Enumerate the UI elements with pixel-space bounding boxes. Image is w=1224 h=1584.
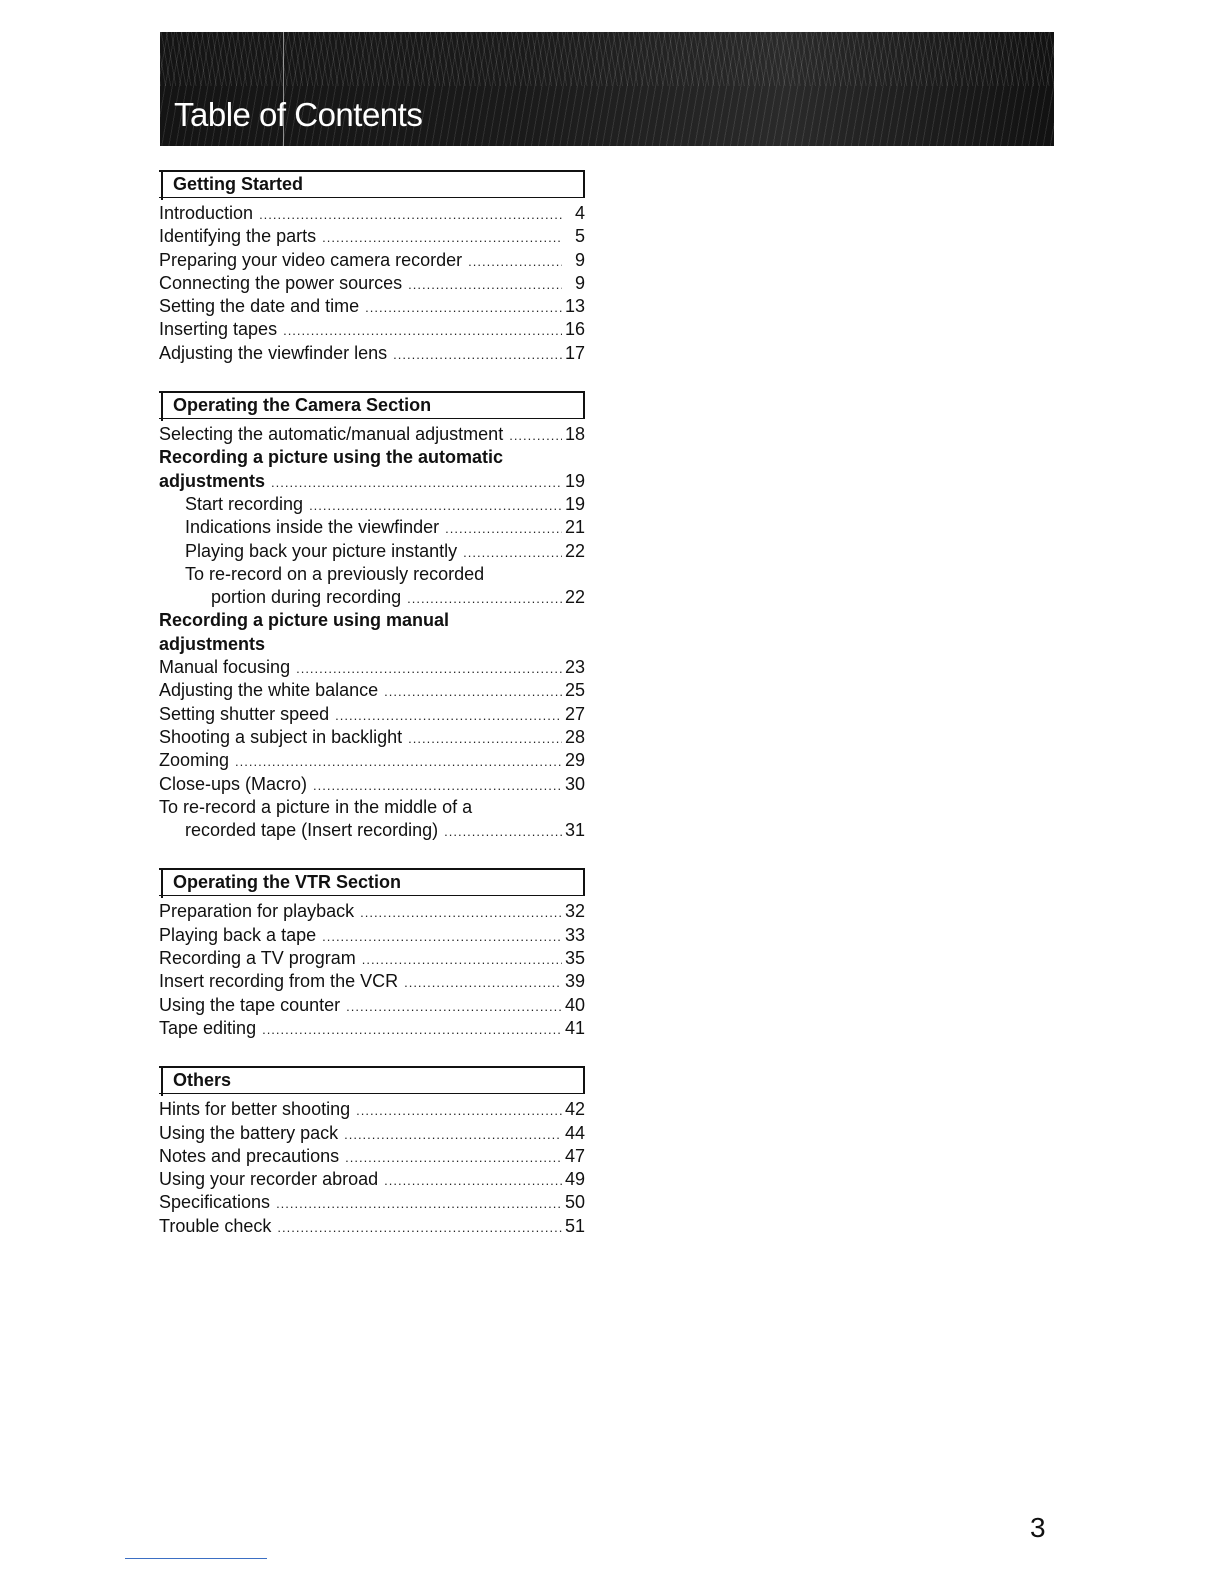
section-title: Operating the Camera Section xyxy=(173,395,432,416)
toc-entry[interactable]: Shooting a subject in backlight ..... 28 xyxy=(159,726,585,749)
toc-entry[interactable]: Trouble check ..... 51 xyxy=(159,1215,585,1238)
section-title: Getting Started xyxy=(173,174,304,194)
toc-entry[interactable]: Indications inside the viewfinder ..... 21 xyxy=(159,516,585,539)
page-number: 3 xyxy=(1030,1512,1046,1543)
toc-entry[interactable]: Adjusting the white balance ..... 25 xyxy=(159,679,585,702)
section-title: Operating the VTR Section xyxy=(173,872,402,893)
toc-entry[interactable]: Using the battery pack ..... 44 xyxy=(159,1122,585,1145)
toc-subheading: adjustments xyxy=(159,633,266,654)
toc-entry[interactable]: Setting the date and time ..... 13 xyxy=(159,295,585,318)
toc-entry[interactable]: Identifying the parts ..... 5 xyxy=(159,225,585,248)
toc-entry[interactable]: portion during recording ..... 22 xyxy=(159,586,585,609)
toc-entry[interactable]: Introduction ..... 4 xyxy=(159,202,585,225)
toc-entry[interactable]: Tape editing ..... 41 xyxy=(159,1017,585,1040)
toc-entry[interactable]: Setting shutter speed ..... 27 xyxy=(159,703,585,726)
toc-entry[interactable]: Inserting tapes ..... 16 xyxy=(159,318,585,341)
toc-entry[interactable]: adjustments ..... 19 xyxy=(159,470,585,493)
toc-entry[interactable]: Insert recording from the VCR ..... 39 xyxy=(159,970,585,993)
toc-subheading: Recording a picture using the automatic xyxy=(159,447,504,468)
toc-entry[interactable]: Recording a TV program ..... 35 xyxy=(159,947,585,970)
footer-rule xyxy=(125,1558,267,1559)
section-operating-camera xyxy=(159,391,585,842)
toc-entry[interactable]: Manual focusing ..... 23 xyxy=(159,656,585,679)
toc-entry[interactable]: Using the tape counter ..... 40 xyxy=(159,994,585,1017)
toc-entry[interactable]: Playing back a tape ..... 33 xyxy=(159,924,585,947)
toc-entry[interactable]: Zooming ..... 29 xyxy=(159,749,585,772)
toc-entry[interactable]: recorded tape (Insert recording) ..... 31 xyxy=(159,819,585,842)
toc-subheading: Recording a picture using manual xyxy=(159,610,450,631)
toc-entry[interactable]: Selecting the automatic/manual adjustment ..... 18 xyxy=(159,423,585,446)
toc-entry[interactable]: Hints for better shooting ..... 42 xyxy=(159,1098,585,1121)
toc-entry[interactable]: Preparing your video camera recorder ..... 9 xyxy=(159,249,585,272)
section-header xyxy=(159,170,585,198)
section-operating-vtr xyxy=(159,868,585,1040)
section-others xyxy=(159,1066,585,1238)
toc-entry[interactable]: Adjusting the viewfinder lens ..... 17 xyxy=(159,342,585,365)
toc-entry[interactable]: Playing back your picture instantly ..... 22 xyxy=(159,540,585,563)
toc-subheading: To re-record a picture in the middle of a xyxy=(159,796,473,817)
toc-entry[interactable]: Specifications ..... 50 xyxy=(159,1191,585,1214)
toc-entry[interactable]: Close-ups (Macro) ..... 30 xyxy=(159,773,585,796)
section-header xyxy=(159,868,585,896)
toc-entry[interactable]: Connecting the power sources ..... 9 xyxy=(159,272,585,295)
table-of-contents xyxy=(159,170,585,1264)
section-getting-started xyxy=(159,170,585,365)
toc-subheading: To re-record on a previously recorded xyxy=(185,563,485,584)
toc-entry[interactable]: Using your recorder abroad ..... 49 xyxy=(159,1168,585,1191)
header-banner xyxy=(160,32,1054,146)
toc-entry[interactable]: Preparation for playback ..... 32 xyxy=(159,900,585,923)
section-header xyxy=(159,1066,585,1094)
toc-entry[interactable]: Notes and precautions ..... 47 xyxy=(159,1145,585,1168)
page-title: Table of Contents xyxy=(174,96,423,133)
header-texture xyxy=(160,32,1054,86)
toc-entry[interactable]: Start recording ..... 19 xyxy=(159,493,585,516)
section-header xyxy=(159,391,585,419)
section-title: Others xyxy=(173,1070,232,1091)
